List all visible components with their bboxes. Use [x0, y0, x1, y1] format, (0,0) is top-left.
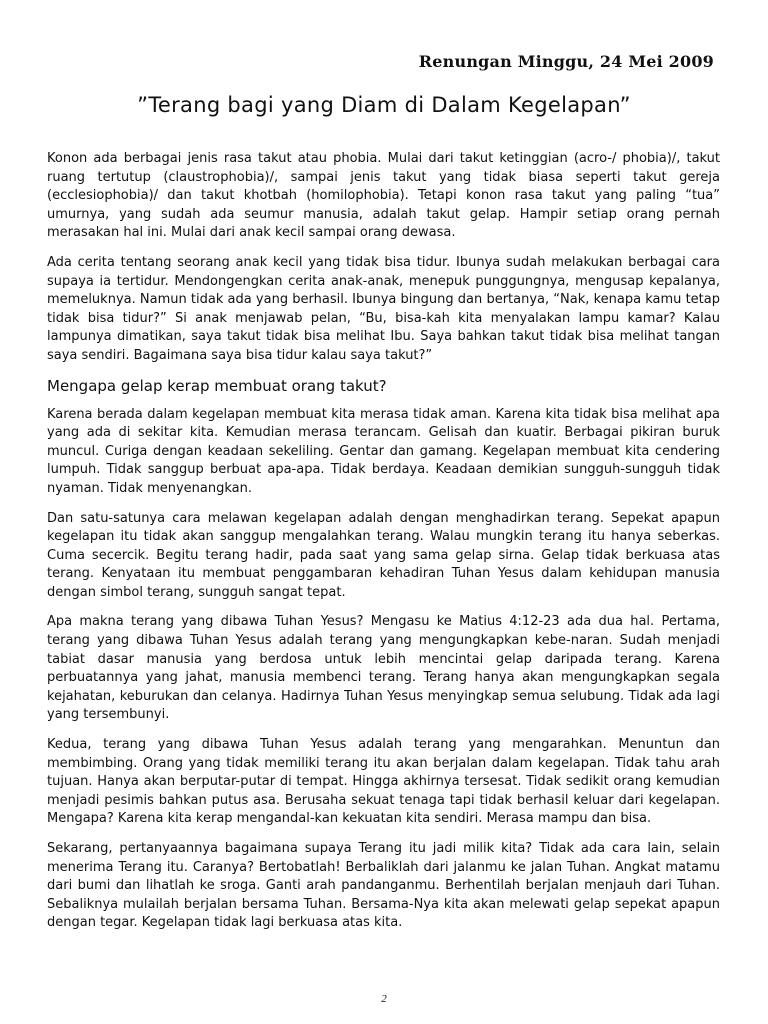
paragraph: Karena berada dalam kegelapan membuat kita merasa tidak aman. Karena kita tidak bisa melihat apa yang ada di sekitar kita. Kemudian merasa terancam. Gelisah dan kuatir. Berbagai pikiran buruk muncul. Curiga dengan keadaan sekeliling. Gentar dan gamang. Kegelapan membuat kita cendering lumpuh. Tidak sanggup berbuat apa-apa. Tidak berdaya. Keadaan demikian sungguh-sungguh tidak nyaman. Tidak menyenangkan. — [47, 406, 720, 496]
paragraph: Ada cerita tentang seorang anak kecil yang tidak bisa tidur. Ibunya sudah melakukan berbagai cara supaya ia tertidur. Mendongengkan cerita anak-anak, menepuk punggungnya, mengusap kepalanya, memeluknya. Namun tidak ada yang berhasil. Ibunya bingung dan bertanya, “Nak, kenapa kamu tetap tidak bisa tidur?” Si anak menjawab pelan, “Bu, bisa-kah kita menyalakan lampu kamar? Kalau lampunya dimatikan, saya takut tidak bisa melihat Ibu. Saya bahkan takut tidak bisa melihat tangan saya sendiri. Bagaimana saya bisa tidur kalau saya takut?” — [47, 254, 720, 363]
paragraph: Apa makna terang yang dibawa Tuhan Yesus? Mengasu ke Matius 4:12-23 ada dua hal. Pertama, terang yang dibawa Tuhan Yesus adalah terang yang mengungkapkan kebe-naran. Sudah menjadi tabiat dasar manusia yang berdosa untuk lebih mencintai gelap daripada terang. Karena perbuatannya yang jahat, manusia membenci terang. Terang hanya akan mengungkapkan segala kejahatan, keburukan dan celanya. Hadirnya Tuhan Yesus menyingkap semua selubung. Tidak ada lagi yang tersembunyi. — [47, 614, 720, 723]
page-number: 2 — [381, 993, 387, 1005]
paragraph: Sekarang, pertanyaannya bagaimana supaya Terang itu jadi milik kita? Tidak ada cara lain, selain menerima Terang itu. Caranya? Bertobatlah! Berbaliklah dari jalanmu ke jalan Tuhan. Angkat matamu dari bumi dan lihatlah ke sroga. Ganti arah pandanganmu. Berhentilah berjalan menjauh dari Tuhan. Sebaliknya mulailah berjalan bersama Tuhan. Bersama-Nya kita akan melewati gelap sepekat apapun dengan tegar. Kegelapan tidak lagi berkuasa atas kita. — [47, 841, 720, 931]
page-title: ”Terang bagi yang Diam di Dalam Kegelapan” — [137, 93, 631, 117]
subheading: Mengapa gelap kerap membuat orang takut? — [47, 376, 387, 395]
header-date-line: Renungan Minggu, 24 Mei 2009 — [418, 52, 714, 71]
paragraph: Dan satu-satunya cara melawan kegelapan adalah dengan menghadirkan terang. Sepekat apapun kegelapan itu tidak akan sanggup mengalahkan terang. Walau mungkin terang itu hanya seberkas. Cuma secercik. Begitu terang hadir, pada saat yang sama gelap sirna. Gelap tidak berkuasa atas terang. Kenyataan itu membuat penggambaran kehadiran Tuhan Yesus dalam kehidupan manusia dengan simbol terang, sungguh sangat tepat. — [47, 510, 720, 600]
paragraph: Kedua, terang yang dibawa Tuhan Yesus adalah terang yang mengarahkan. Menuntun dan membimbing. Orang yang tidak memiliki terang itu akan berjalan dalam kegelapan. Tidak tahu arah tujuan. Hanya akan berputar-putar di tempat. Hingga akhirnya tersesat. Tidak sedikit orang kemudian menjadi pesimis bahkan putus asa. Berusaha sekuat tenaga tapi tidak berhasil keluar dari kegelapan. Mengapa? Karena kita kerap mengandal-kan kekuatan kita sendiri. Merasa mampu dan bisa. — [47, 737, 720, 827]
paragraph: Konon ada berbagai jenis rasa takut atau phobia. Mulai dari takut ketinggian (acro-/ phobia)/, takut ruang tertutup (claustrophobia)/, sampai jenis takut yang tidak biasa seperti takut gereja (ecclesiophobia)/ dan takut khotbah (homilophobia). Tetapi konon rasa takut yang paling “tua” umurnya, yang sudah ada seumur manusia, adalah takut gelap. Hampir setiap orang pernah merasakan hal ini. Mulai dari anak kecil sampai orang dewasa. — [47, 151, 720, 241]
article-body — [47, 150, 720, 944]
